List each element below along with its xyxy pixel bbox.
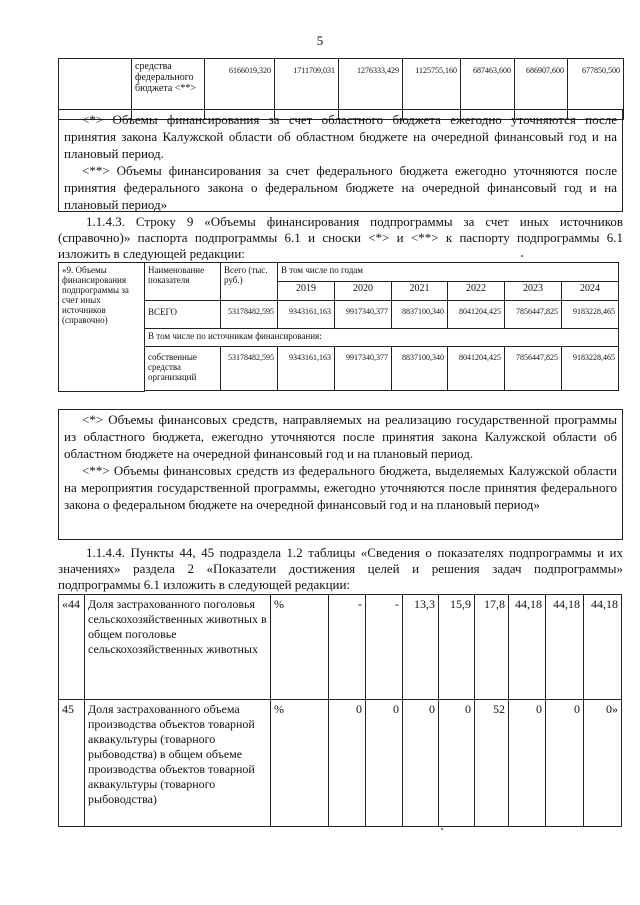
- indicator-value: 0: [509, 700, 546, 827]
- footnote: <*> Объемы финансирования за счет областного бюджета ежегодно уточняются после принятия закона Калужской области об областном бюджете на очередной финансовый год и на плановый период.: [64, 112, 617, 161]
- year-header: 2022: [448, 282, 505, 301]
- table-cell: 7856447,825: [505, 301, 562, 329]
- footnotes-box: [58, 409, 623, 540]
- financing-table: [58, 262, 619, 392]
- table-cell: 1276333,429: [339, 59, 403, 120]
- year-header: 2020: [335, 282, 392, 301]
- table-cell: 9917340,377: [335, 347, 392, 391]
- indicator-value: 0: [546, 700, 584, 827]
- indicator-num: 45: [59, 700, 85, 827]
- indicator-value: 0»: [584, 700, 622, 827]
- table-cell: 1711709,031: [275, 59, 339, 120]
- indicator-value: 44,18: [509, 595, 546, 700]
- header-name: Наименование показателя: [145, 263, 221, 301]
- table-cell: 686907,600: [515, 59, 568, 120]
- scan-dot: [441, 828, 443, 830]
- year-header: 2019: [278, 282, 335, 301]
- table-cell: 9183228,465: [562, 301, 619, 329]
- table-cell: 9183228,465: [562, 347, 619, 391]
- indicator-value: 52: [475, 700, 509, 827]
- paragraph: 1.1.4.3. Строку 9 «Объемы финансирования подпрограммы за счет иных источников (справочно)» паспорта подпрограммы 6.1 и сноски <*> и <**> к паспорту подпрограммы 6.1 изложить в следующей редакции:: [58, 214, 623, 261]
- indicator-value: 0: [439, 700, 475, 827]
- table-cell: 9343161,163: [278, 301, 335, 329]
- indicator-unit: %: [271, 595, 329, 700]
- indicator-value: 0: [403, 700, 439, 827]
- page-number: 5: [316, 33, 324, 48]
- indicator-value: -: [329, 595, 366, 700]
- row-label: собственные средства организаций: [145, 347, 221, 391]
- table-cell: 6166019,320: [205, 59, 275, 120]
- table-cell: 8837100,340: [392, 301, 448, 329]
- indicator-name: Доля застрахованного поголовья сельскохозяйственных животных в общем поголовье сельскохозяйственных животных: [85, 595, 271, 700]
- indicator-name: Доля застрахованного объема производства объектов товарной аквакультуры (товарного рыбоводства) в общем объеме производства объектов товарной аквакультуры (товарного рыбоводства): [85, 700, 271, 827]
- table-cell: 53178482,595: [221, 301, 278, 329]
- table-cell: 1125755,160: [403, 59, 461, 120]
- indicator-unit: %: [271, 700, 329, 827]
- header-years: В том числе по годам: [278, 263, 619, 282]
- year-header: 2023: [505, 282, 562, 301]
- table-cell: 7856447,825: [505, 347, 562, 391]
- indicator-value: 17,8: [475, 595, 509, 700]
- table-cell: 677850,500: [568, 59, 624, 120]
- footnote: <**> Объемы финансовых средств из федерального бюджета, выделяемых Калужской области на мероприятия государственной программы, ежегодно уточняются после принятия федерального закона о федеральном бюджете на очередной финансовый год и на плановый период»: [64, 463, 617, 512]
- indicator-num: «44: [59, 595, 85, 700]
- indicators-table: [58, 594, 622, 827]
- footnotes-box: [58, 109, 623, 212]
- indicator-value: -: [366, 595, 403, 700]
- table-cell: 9917340,377: [335, 301, 392, 329]
- footnote: <*> Объемы финансовых средств, направляемых на реализацию государственной программы из областного бюджета, ежегодно уточняются после принятия закона Калужской области об областном бюджете на очередной финансовый год и на плановый период.: [64, 412, 617, 461]
- table-cell: 687463,600: [461, 59, 515, 120]
- row-label: ВСЕГО: [145, 301, 221, 329]
- row-label: средства федерального бюджета <**>: [132, 59, 205, 120]
- section-label: «9. Объемы финансирования подпрограммы за счет иных источников (справочно): [59, 263, 145, 392]
- indicator-value: 0: [366, 700, 403, 827]
- spacer-cell: [145, 391, 619, 392]
- indicator-value: 44,18: [546, 595, 584, 700]
- sources-label: В том числе по источникам финансирования:: [145, 329, 619, 347]
- indicator-value: 0: [329, 700, 366, 827]
- indicator-value: 15,9: [439, 595, 475, 700]
- table-cell: 9343161,163: [278, 347, 335, 391]
- scan-dot: [521, 255, 523, 257]
- indicator-value: 13,3: [403, 595, 439, 700]
- paragraph: 1.1.4.4. Пункты 44, 45 подраздела 1.2 таблицы «Сведения о показателях подпрограммы и их значениях» раздела 2 «Показатели достижения целей и решения задач подпрограммы» подпрограммы 6.1 изложить в следующей редакции:: [58, 545, 623, 592]
- table-cell: 8837100,340: [392, 347, 448, 391]
- year-header: 2021: [392, 282, 448, 301]
- footnote: <**> Объемы финансирования за счет федерального бюджета ежегодно уточняются после принятия федерального закона о федеральном бюджете на очередной финансовый год и на плановый период»: [64, 163, 617, 212]
- year-header: 2024: [562, 282, 619, 301]
- table-cell: 53178482,595: [221, 347, 278, 391]
- header-total: Всего (тыс. руб.): [221, 263, 278, 301]
- table-cell: 8041204,425: [448, 347, 505, 391]
- indicator-value: 44,18: [584, 595, 622, 700]
- table-cell: 8041204,425: [448, 301, 505, 329]
